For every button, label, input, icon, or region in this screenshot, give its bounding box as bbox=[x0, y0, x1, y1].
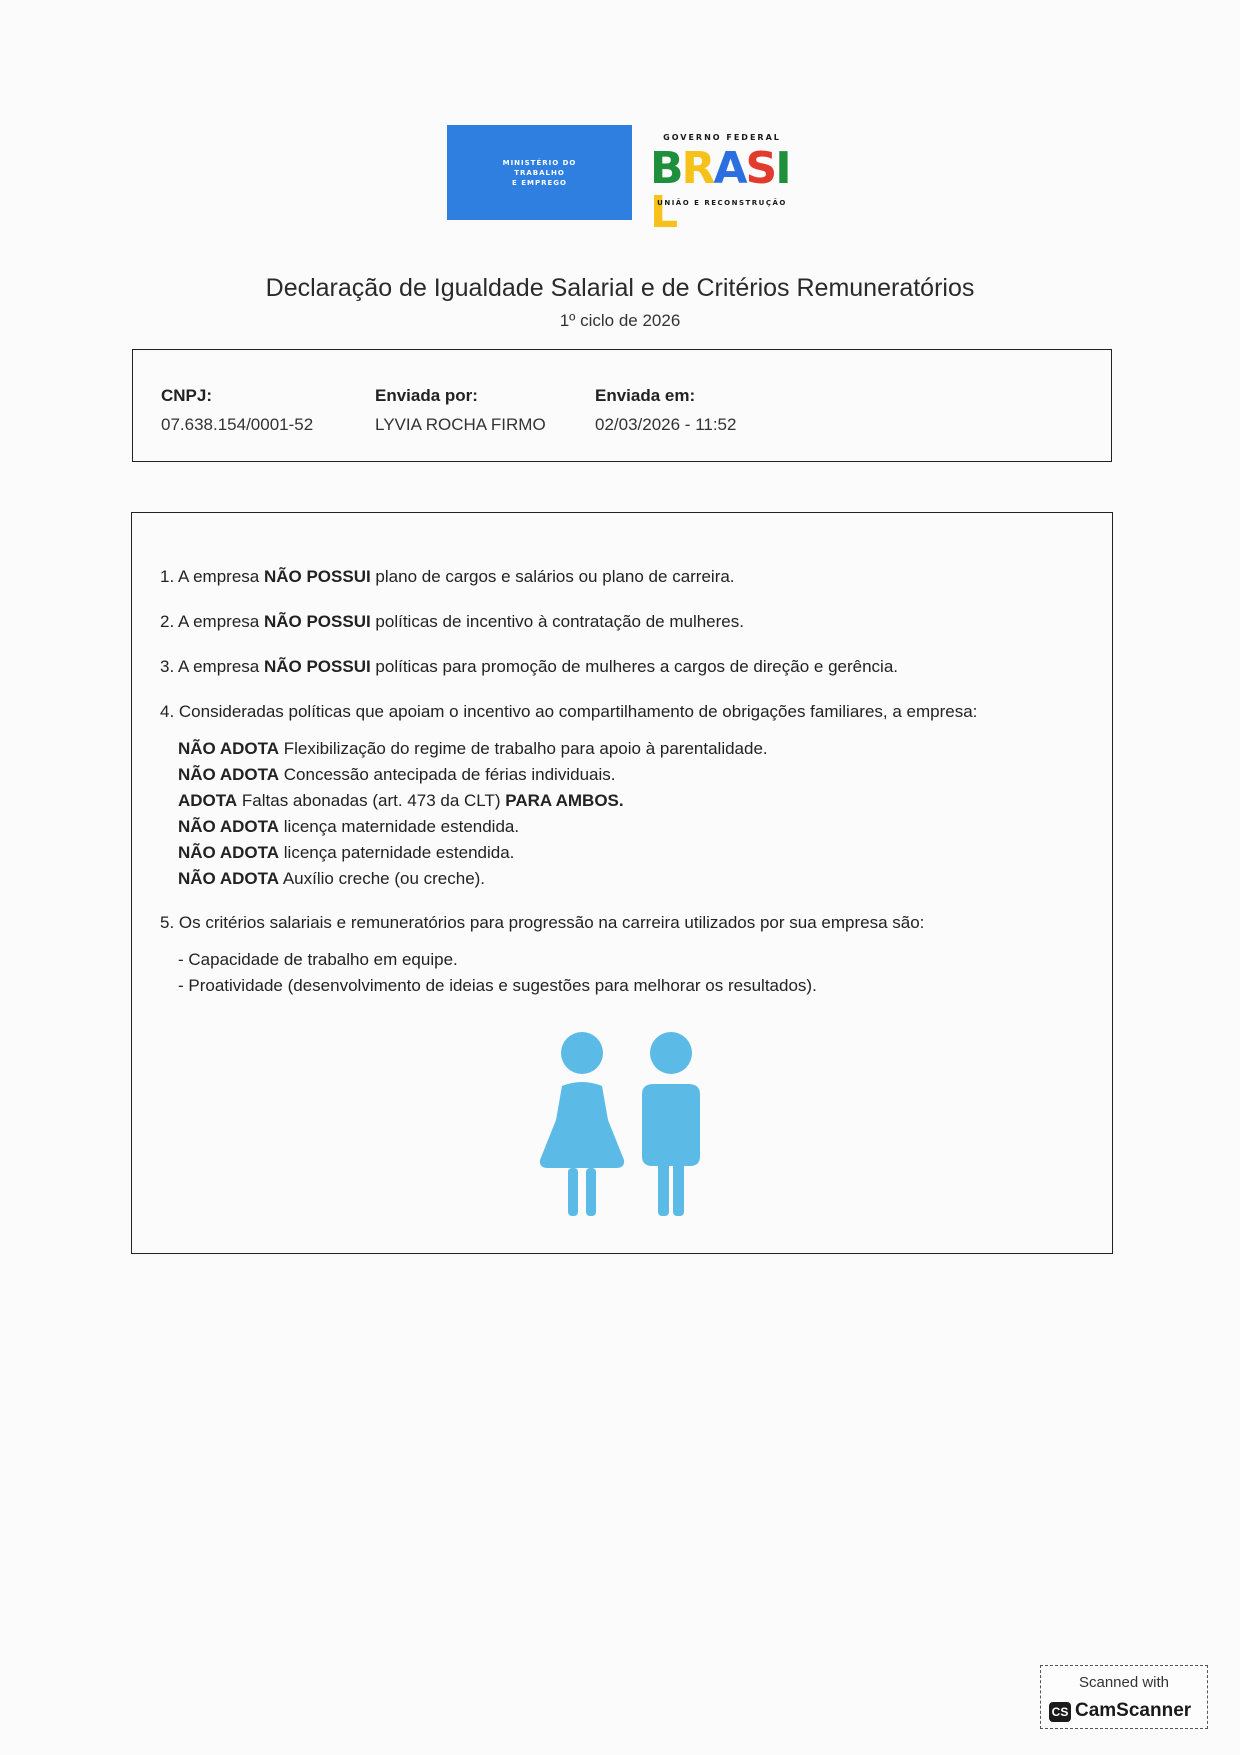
item-status: NÃO POSSUI bbox=[263, 612, 371, 631]
policy-line bbox=[178, 739, 768, 759]
declaration-box bbox=[131, 512, 1113, 1254]
gov-brasil-logo bbox=[648, 133, 808, 238]
policy-text: Flexibilização do regime de trabalho para apoio à parentalidade. bbox=[279, 739, 768, 758]
policy-suffix: PARA AMBOS. bbox=[505, 791, 624, 810]
cnpj-label: CNPJ: bbox=[161, 386, 213, 405]
camscanner-logo-icon: CS bbox=[1049, 1702, 1071, 1722]
item-3 bbox=[160, 657, 898, 677]
ministry-logo bbox=[447, 125, 632, 220]
policy-status: NÃO ADOTA bbox=[178, 869, 280, 888]
item-text: 3. A empresa bbox=[160, 657, 264, 676]
policy-status: NÃO ADOTA bbox=[178, 843, 280, 862]
item-4: 4. Consideradas políticas que apoiam o incentivo ao compartilhamento de obrigações familiares, a empresa: bbox=[160, 702, 978, 721]
policy-line bbox=[178, 791, 624, 811]
ministry-logo-line: MINISTÉRIO DO bbox=[502, 158, 577, 167]
item-2 bbox=[160, 612, 744, 632]
ministry-logo-line: TRABALHO bbox=[514, 168, 565, 177]
gov-slogan-text: UNIÃO E RECONSTRUÇÃO bbox=[657, 199, 787, 207]
item-text: políticas de incentivo à contratação de mulheres. bbox=[370, 612, 744, 631]
item-1 bbox=[160, 567, 735, 587]
sent-at-value: 02/03/2026 - 11:52 bbox=[595, 415, 737, 434]
item-status: NÃO POSSUI bbox=[263, 567, 371, 586]
woman-man-icon bbox=[532, 1028, 722, 1218]
sent-by-value: LYVIA ROCHA FIRMO bbox=[375, 415, 546, 434]
cnpj-field bbox=[161, 386, 313, 435]
criteria-line: - Proatividade (desenvolvimento de ideias e sugestões para melhorar os resultados). bbox=[178, 976, 817, 995]
sent-by-label: Enviada por: bbox=[375, 386, 478, 405]
policy-line bbox=[178, 869, 485, 889]
gov-federal-text: GOVERNO FEDERAL bbox=[663, 133, 781, 142]
policy-line bbox=[178, 817, 519, 837]
item-status: NÃO POSSUI bbox=[263, 657, 371, 676]
policy-line bbox=[178, 843, 514, 863]
document-subtitle: 1º ciclo de 2026 bbox=[559, 311, 681, 330]
policy-text: Auxílio creche (ou creche). bbox=[279, 869, 486, 888]
policy-status: NÃO ADOTA bbox=[178, 765, 280, 784]
sent-at-field bbox=[595, 386, 736, 435]
item-text: 1. A empresa bbox=[160, 567, 264, 586]
sent-at-label: Enviada em: bbox=[595, 386, 696, 405]
policy-text: licença paternidade estendida. bbox=[279, 843, 515, 862]
policy-text: Faltas abonadas (art. 473 da CLT) bbox=[237, 791, 506, 810]
policy-text: licença maternidade estendida. bbox=[279, 817, 520, 836]
camscanner-watermark bbox=[1040, 1665, 1208, 1729]
item-text: políticas para promoção de mulheres a cargos de direção e gerência. bbox=[370, 657, 899, 676]
policy-status: NÃO ADOTA bbox=[178, 817, 280, 836]
camscanner-brand: CamScanner bbox=[1075, 1700, 1192, 1721]
criteria-line: - Capacidade de trabalho em equipe. bbox=[178, 950, 458, 969]
cnpj-value: 07.638.154/0001-52 bbox=[161, 415, 314, 434]
document-title: Declaração de Igualdade Salarial e de Critérios Remuneratórios bbox=[265, 274, 975, 302]
policy-text: Concessão antecipada de férias individuais. bbox=[279, 765, 616, 784]
info-box bbox=[132, 349, 1112, 462]
item-text: plano de cargos e salários ou plano de carreira. bbox=[370, 567, 735, 586]
item-text: 2. A empresa bbox=[160, 612, 264, 631]
policy-status: ADOTA bbox=[178, 791, 238, 810]
watermark-line: Scanned with bbox=[1078, 1674, 1170, 1691]
sent-by-field bbox=[375, 386, 546, 435]
item-5: 5. Os critérios salariais e remuneratórios para progressão na carreira utilizados por sua empresa são: bbox=[160, 913, 925, 932]
policy-status: NÃO ADOTA bbox=[178, 739, 280, 758]
ministry-logo-line: E EMPREGO bbox=[512, 178, 567, 187]
brasil-wordmark: BRASIL bbox=[650, 143, 790, 238]
header-logos bbox=[0, 125, 1240, 238]
policy-line bbox=[178, 765, 615, 785]
